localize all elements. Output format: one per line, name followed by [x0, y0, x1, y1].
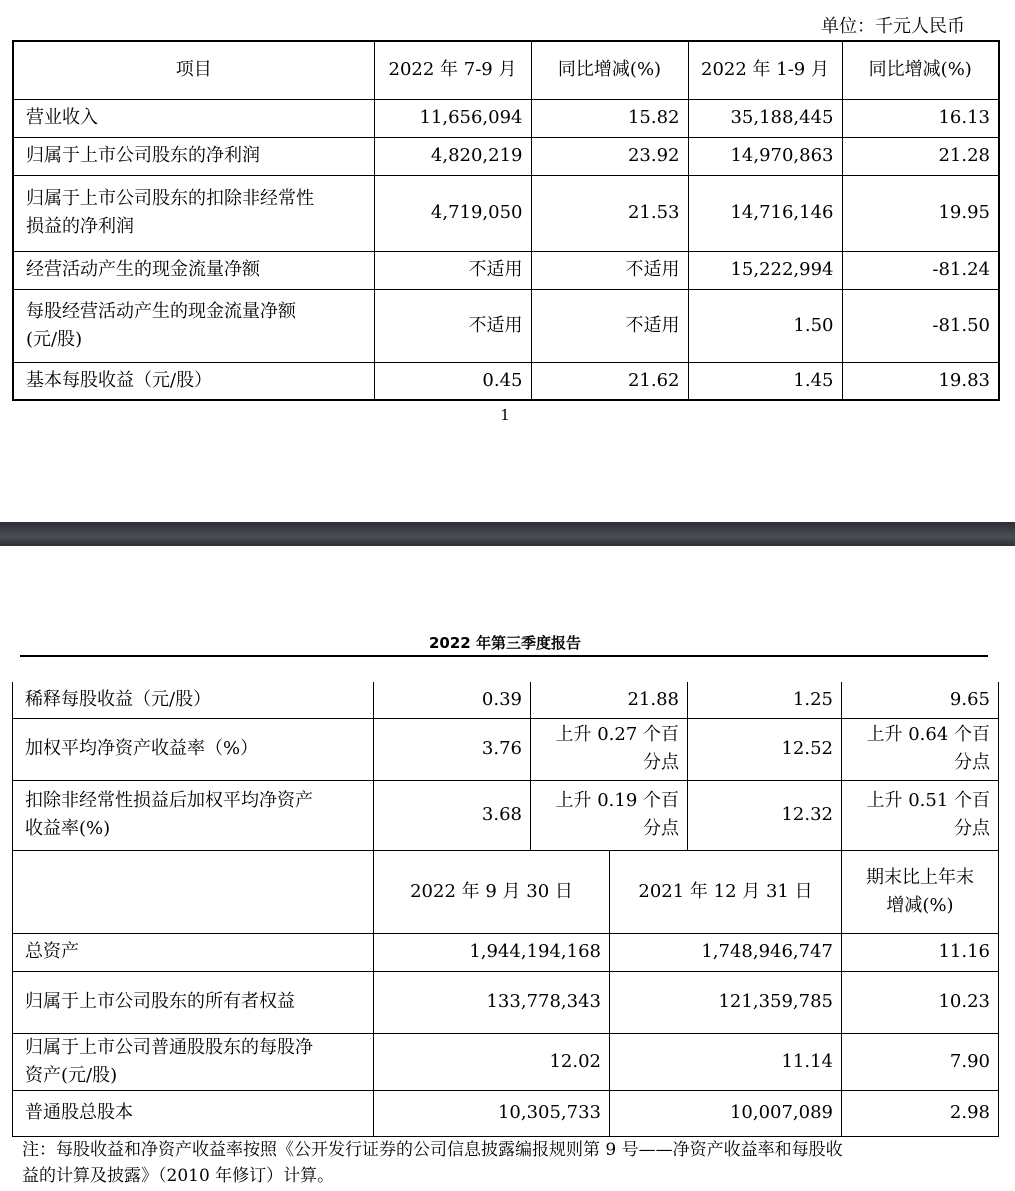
table-row — [13, 1033, 999, 1090]
header-change — [842, 850, 999, 933]
cell-value: 10,007,089 — [610, 1090, 842, 1136]
cell-value: 15,222,994 — [688, 251, 842, 289]
cell-line1: 上升 0.64 个百 — [866, 724, 990, 745]
cell-value: 0.45 — [374, 362, 531, 400]
header-prior-year-end: 2021 年 12 月 31 日 — [610, 850, 842, 933]
table-row — [13, 362, 999, 400]
cell-value: 23.92 — [531, 137, 688, 175]
cell-value: 10,305,733 — [374, 1090, 610, 1136]
row-label-line2: 资产(元/股) — [25, 1064, 118, 1086]
row-label-line2: 损益的净利润 — [26, 216, 134, 237]
header-change-line2: 增减(%) — [886, 894, 954, 916]
cell-value: 9.65 — [842, 682, 999, 718]
table-row — [13, 718, 999, 780]
cell-value: 2.98 — [842, 1090, 999, 1136]
table-row — [13, 289, 999, 362]
cell-line2: 分点 — [643, 752, 679, 773]
row-label: 营业收入 — [13, 99, 374, 137]
cell-value: 12.32 — [688, 780, 842, 850]
header-change-line1: 期末比上年末 — [866, 866, 974, 888]
cell-value: 19.95 — [842, 175, 999, 251]
cell-value: 19.83 — [842, 362, 999, 400]
cell-value: 不适用 — [374, 289, 531, 362]
footnote-line2: 益的计算及披露》（2010 年修订）计算。 — [22, 1166, 335, 1186]
row-label-line1: 扣除非经常性损益后加权平均净资产 — [25, 790, 313, 811]
cell-value — [842, 718, 999, 780]
cell-value: 121,359,785 — [610, 971, 842, 1033]
table-row — [13, 251, 999, 289]
cell-value: 4,719,050 — [374, 175, 531, 251]
cell-value: 14,970,863 — [688, 137, 842, 175]
cell-value: 3.76 — [374, 718, 531, 780]
cell-value: 0.39 — [374, 682, 531, 718]
row-label: 归属于上市公司股东的净利润 — [13, 137, 374, 175]
row-label: 基本每股收益（元/股） — [13, 362, 374, 400]
cell-value: 不适用 — [531, 289, 688, 362]
table-row — [13, 971, 999, 1033]
table-row — [13, 137, 999, 175]
cell-value: 不适用 — [374, 251, 531, 289]
row-label: 稀释每股收益（元/股） — [13, 682, 374, 718]
table-header-row — [13, 41, 999, 99]
table-row — [13, 933, 999, 971]
cell-value: 1.50 — [688, 289, 842, 362]
row-label — [13, 289, 374, 362]
cell-value: -81.50 — [842, 289, 999, 362]
cell-value: 35,188,445 — [688, 99, 842, 137]
cell-value: 不适用 — [531, 251, 688, 289]
header-q3: 2022 年 7-9 月 — [374, 41, 531, 99]
cell-line2: 分点 — [954, 818, 990, 839]
table-row — [13, 1090, 999, 1136]
row-label: 经营活动产生的现金流量净额 — [13, 251, 374, 289]
header-ytd-yoy: 同比增减(%) — [842, 41, 999, 99]
financial-table-page2 — [12, 682, 999, 1137]
row-label-line2: (元/股) — [26, 328, 83, 350]
table-row — [13, 682, 999, 718]
cell-value: 21.28 — [842, 137, 999, 175]
row-label: 普通股总股本 — [13, 1090, 374, 1136]
header-period-end: 2022 年 9 月 30 日 — [374, 850, 610, 933]
cell-value — [531, 718, 688, 780]
page-number: 1 — [500, 406, 510, 424]
financial-table-page1 — [12, 40, 1000, 401]
footnote — [22, 1137, 997, 1189]
cell-value — [842, 780, 999, 850]
cell-value: 7.90 — [842, 1033, 999, 1090]
row-label: 加权平均净资产收益率（%） — [13, 718, 374, 780]
cell-value — [531, 780, 688, 850]
cell-value: 1,748,946,747 — [610, 933, 842, 971]
header-ytd: 2022 年 1-9 月 — [688, 41, 842, 99]
page-separator — [0, 522, 1015, 546]
cell-value: 10.23 — [842, 971, 999, 1033]
cell-value: 14,716,146 — [688, 175, 842, 251]
cell-value: 3.68 — [374, 780, 531, 850]
row-label — [13, 780, 374, 850]
cell-value: 4,820,219 — [374, 137, 531, 175]
row-label-line2: 收益率(%) — [25, 818, 111, 839]
row-label-line1: 每股经营活动产生的现金流量净额 — [26, 300, 296, 322]
cell-line1: 上升 0.51 个百 — [866, 790, 990, 811]
cell-value: 21.88 — [531, 682, 688, 718]
footnote-line1: 注：每股收益和净资产收益率按照《公开发行证券的公司信息披露编报规则第 9 号——净资产收益率和每股收 — [22, 1140, 843, 1160]
cell-value: 1,944,194,168 — [374, 933, 610, 971]
report-title: 2022 年第三季度报告 — [429, 634, 581, 652]
cell-value: 16.13 — [842, 99, 999, 137]
row-label — [13, 1033, 374, 1090]
row-label — [13, 175, 374, 251]
cell-value: 12.52 — [688, 718, 842, 780]
row-label-line1: 归属于上市公司普通股股东的每股净 — [25, 1036, 313, 1058]
cell-line1: 上升 0.27 个百 — [555, 724, 679, 745]
cell-line2: 分点 — [954, 752, 990, 773]
cell-value: 11,656,094 — [374, 99, 531, 137]
balance-header-row — [13, 850, 999, 933]
cell-line1: 上升 0.19 个百 — [555, 790, 679, 811]
table-row — [13, 99, 999, 137]
header-item: 项目 — [13, 41, 374, 99]
header-q3-yoy: 同比增减(%) — [531, 41, 688, 99]
cell-line2: 分点 — [643, 818, 679, 839]
header-rule — [20, 655, 988, 657]
cell-value: -81.24 — [842, 251, 999, 289]
blank-header-cell — [13, 850, 374, 933]
cell-value: 11.16 — [842, 933, 999, 971]
cell-value: 15.82 — [531, 99, 688, 137]
row-label: 总资产 — [13, 933, 374, 971]
cell-value: 12.02 — [374, 1033, 610, 1090]
cell-value: 1.25 — [688, 682, 842, 718]
cell-value: 133,778,343 — [374, 971, 610, 1033]
row-label: 归属于上市公司股东的所有者权益 — [13, 971, 374, 1033]
table-row — [13, 780, 999, 850]
row-label-line1: 归属于上市公司股东的扣除非经常性 — [26, 188, 314, 209]
table-row — [13, 175, 999, 251]
cell-value: 11.14 — [610, 1033, 842, 1090]
cell-value: 1.45 — [688, 362, 842, 400]
cell-value: 21.62 — [531, 362, 688, 400]
unit-label: 单位：千元人民币 — [821, 16, 965, 37]
cell-value: 21.53 — [531, 175, 688, 251]
